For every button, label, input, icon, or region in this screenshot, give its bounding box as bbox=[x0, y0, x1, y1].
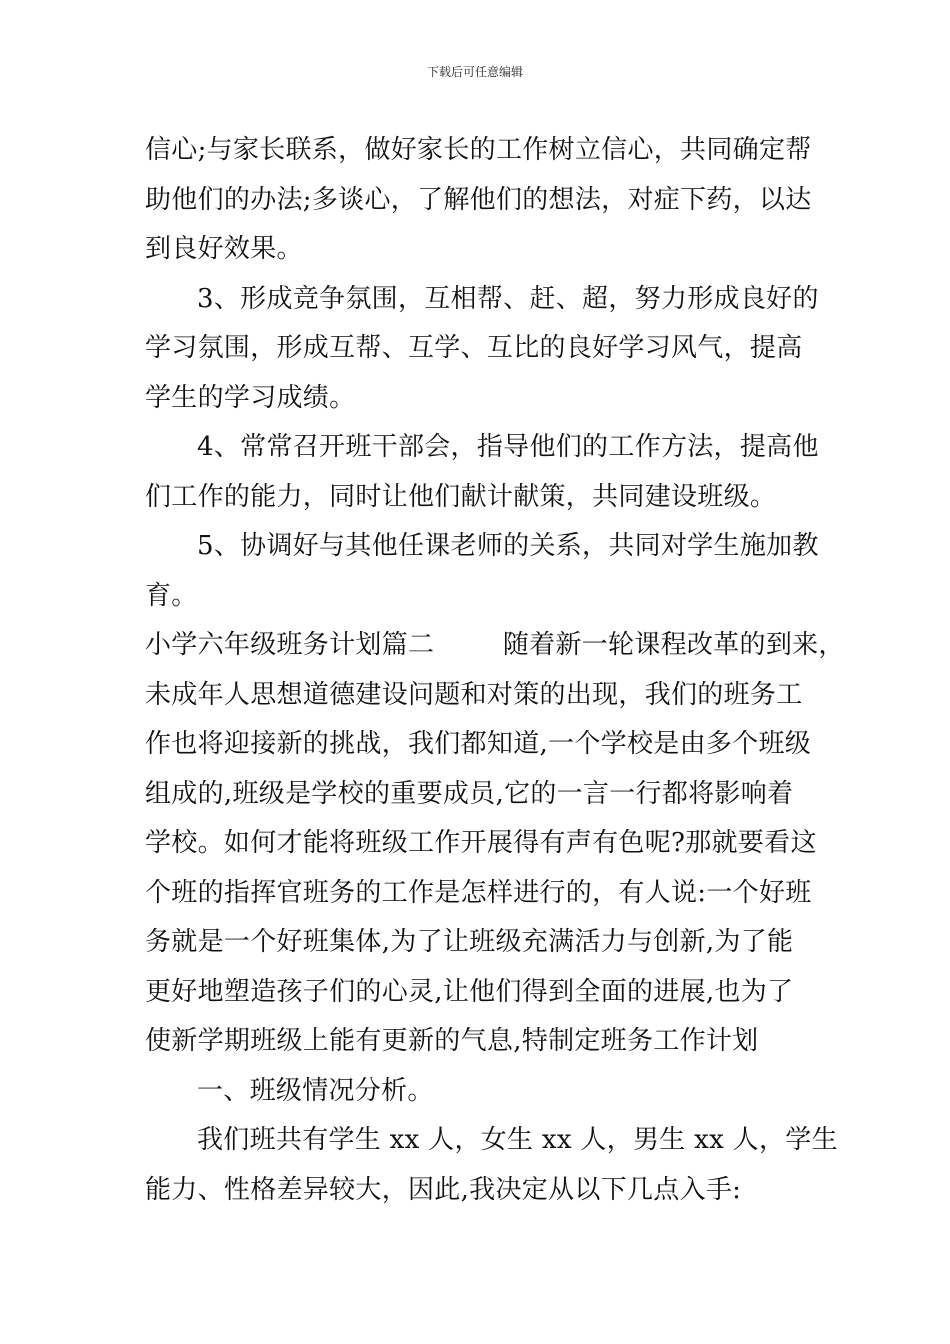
text-line: 组成的,班级是学校的重要成员,它的一言一行都将影响着 bbox=[145, 778, 794, 809]
text-line: 学生的学习成绩。 bbox=[145, 382, 356, 413]
text-line: 我们班共有学生 xx 人，女生 xx 人，男生 xx 人，学生 bbox=[197, 1125, 838, 1155]
text-line: 们工作的能力，同时让他们献计献策，共同建设班级。 bbox=[145, 481, 777, 512]
text-line: 未成年人思想道德建设问题和对策的出现，我们的班务工 bbox=[145, 679, 803, 710]
text-line: 学校。如何才能将班级工作开展得有声有色呢?那就要看这 bbox=[145, 828, 817, 858]
text-line: 5、协调好与其他任课老师的关系，共同对学生施加教 bbox=[197, 531, 819, 561]
text-line: 务就是一个好班集体,为了让班级充满活力与创新,为了能 bbox=[145, 927, 794, 957]
text-line: 学习氛围，形成互帮、互学、互比的良好学习风气，提高 bbox=[145, 333, 803, 363]
text-line: 4、常常召开班干部会，指导他们的工作方法，提高他 bbox=[197, 432, 819, 462]
text-line: 作也将迎接新的挑战，我们都知道,一个学校是由多个班级 bbox=[145, 729, 812, 759]
text-line: 3、形成竞争氛围，互相帮、赶、超，努力形成良好的 bbox=[197, 283, 819, 314]
text-line: 助他们的办法;多谈心，了解他们的想法，对症下药，以达 bbox=[145, 184, 812, 215]
text-line: 个班的指挥官班务的工作是怎样进行的，有人说:一个好班 bbox=[145, 877, 812, 908]
text-line: 能力、性格差异较大，因此,我决定从以下几点入手: bbox=[145, 1174, 742, 1205]
text-line: 小学六年级班务计划篇二 随着新一轮课程改革的到来， bbox=[145, 630, 845, 660]
page-header-note: 下载后可任意编辑 bbox=[426, 65, 523, 79]
text-line: 使新学期班级上能有更新的气息,特制定班务工作计划 bbox=[145, 1026, 759, 1056]
text-line: 一、班级情况分析。 bbox=[197, 1075, 434, 1106]
text-line: 育。 bbox=[145, 580, 198, 611]
text-line: 更好地塑造孩子们的心灵,让他们得到全面的进展,也为了 bbox=[145, 976, 794, 1007]
document-body bbox=[145, 126, 845, 1215]
text-line: 到良好效果。 bbox=[145, 234, 303, 264]
text-line: 信心;与家长联系，做好家长的工作树立信心，共同确定帮 bbox=[145, 135, 812, 165]
